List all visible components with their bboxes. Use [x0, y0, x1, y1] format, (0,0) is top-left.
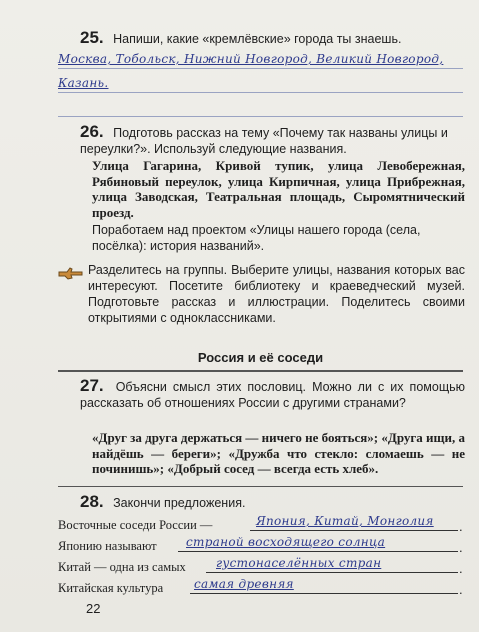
handwritten-answer: Москва, Тобольск, Нижний Новгород, Великий Новгород, — [58, 52, 444, 66]
handwritten-answer: Казань. — [58, 76, 109, 90]
period: . — [459, 519, 463, 534]
divider — [58, 370, 463, 372]
pointing-hand-icon — [58, 265, 84, 283]
task-number: 27. — [80, 376, 104, 395]
handwritten-answer: самая древняя — [194, 577, 294, 591]
answer-line[interactable] — [190, 575, 458, 594]
task-question: Закончи предложения. — [113, 496, 246, 510]
sentence-prompt: Японию называют — [58, 539, 157, 553]
task-question: Напиши, какие «кремлёвские» города ты знаешь. — [113, 32, 402, 46]
handwritten-answer: Япония, Китай, Монголия — [256, 514, 434, 528]
task-question: Подготовь рассказ на тему «Почему так названы улицы и переулки?». Используй следующие названия. — [80, 126, 448, 156]
answer-line[interactable] — [58, 96, 463, 117]
handwritten-answer: страной восходящего солнца — [186, 535, 386, 549]
sentence-prompt: Восточные соседи России — — [58, 518, 213, 532]
handwritten-answer: густонаселённых стран — [216, 556, 382, 570]
task-number: 25. — [80, 28, 104, 47]
proverbs-text: «Друг за друга держаться — ничего не бояться»; «Друга ищи, а найдёшь — береги»; «Дружба что стекло: сломаешь — не починишь»; «Добрый сосед — всегда есть хлеб». — [92, 430, 465, 476]
page-number: 22 — [86, 601, 101, 616]
sentence-prompt: Китай — одна из самых — [58, 560, 186, 574]
period: . — [459, 540, 463, 555]
answer-line[interactable] — [250, 512, 458, 531]
divider — [58, 486, 463, 487]
answer-line[interactable] — [58, 72, 463, 93]
period: . — [459, 582, 463, 597]
answer-line[interactable] — [58, 48, 463, 69]
answer-line[interactable] — [178, 533, 458, 552]
task-number: 26. — [80, 122, 104, 141]
sentence-prompt: Китайская культура — [58, 581, 164, 595]
project-text: Поработаем над проектом «Улицы нашего города (села, посёлка): история названий». — [92, 223, 421, 253]
task-question: Объясни смысл этих пословиц. Можно ли с их помощью рассказать об отношениях России с другими странами? — [80, 380, 465, 410]
task-number: 28. — [80, 492, 104, 511]
answer-line[interactable] — [206, 554, 458, 573]
group-task-text: Разделитесь на группы. Выберите улицы, названия которых вас интересуют. Посетите библиотеку и краеведческий музей. Подготовьте рассказ и иллюстрации. Поделитесь своими открытиями с одноклассниками. — [88, 263, 465, 325]
period: . — [459, 561, 463, 576]
street-names: Улица Гагарина, Кривой тупик, улица Левобережная, Рябиновый переулок, улица Кирпичная, улица Прибрежная, улица Заводская, Театральная площадь, Сыромятнический проезд. — [92, 158, 465, 220]
section-title: Россия и её соседи — [197, 350, 324, 365]
